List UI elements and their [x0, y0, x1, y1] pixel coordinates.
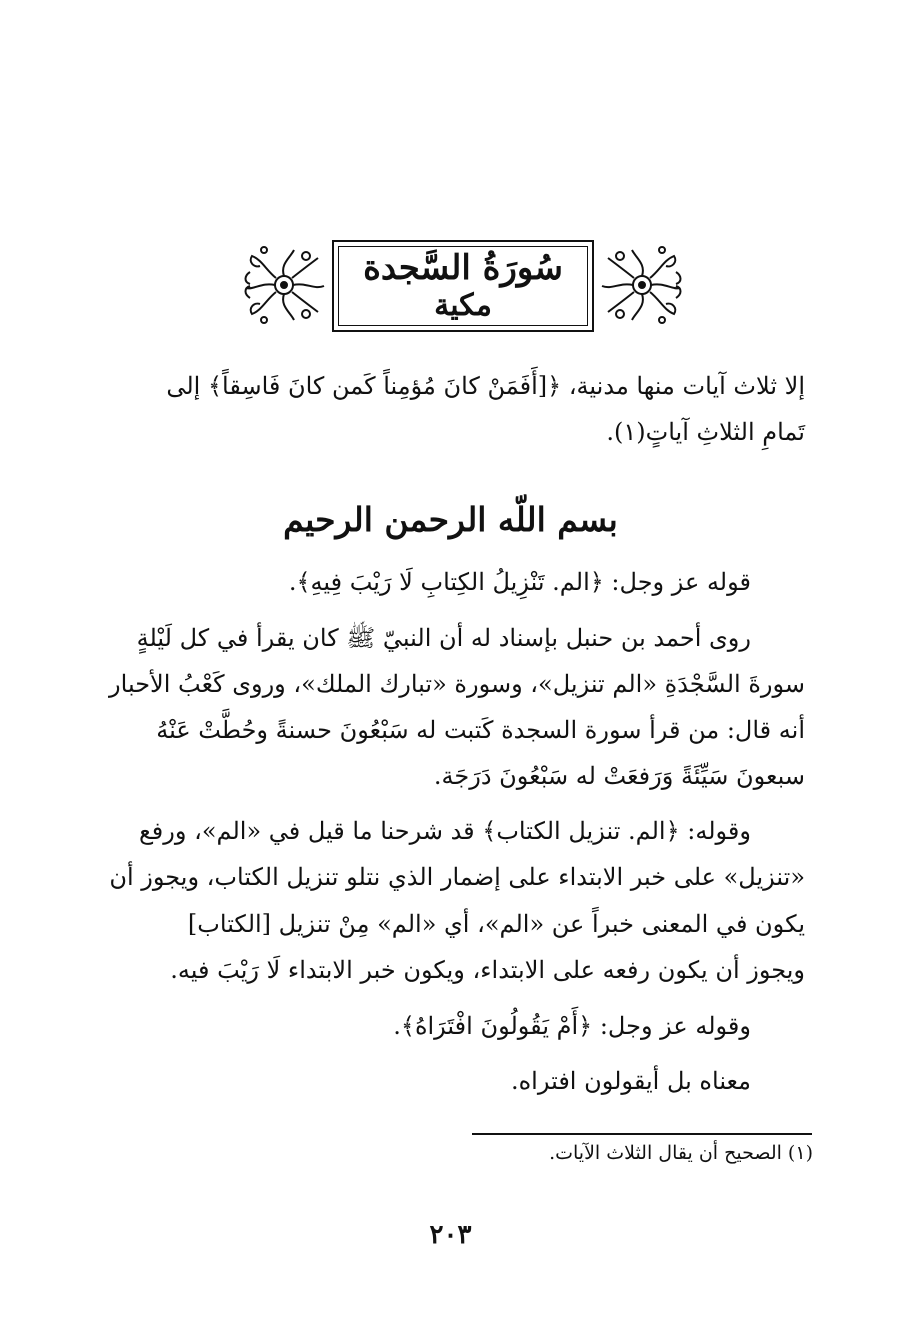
- verse-quote: وقوله عز وجل: ﴿أَمْ يَقُولُونَ افْتَرَاهُ﴾.: [393, 1012, 751, 1040]
- paragraph-line: وقوله: ﴿الم. تنزيل الكتاب﴾ قد شرحنا ما قيل في «الم»، ورفع: [139, 817, 751, 845]
- footnote: (١) الصحيح أن يقال الثلاث الآيات.: [549, 1142, 813, 1164]
- verse-meaning: معناه بل أيقولون افتراه.: [510, 1067, 751, 1095]
- basmala-heading: بسم اللّه الرحمن الرحيم: [283, 500, 618, 539]
- paragraph-line: «تنزيل» على خبر الابتداء على إضمار الذي نتلو تنزيل الكتاب، ويجوز أن: [109, 863, 805, 891]
- surah-title-cartouche: [240, 238, 686, 338]
- footnote-divider: [472, 1133, 812, 1135]
- paragraph-line: سورةَ السَّجْدَةِ «الم تنزيل»، وسورة «تبارك الملك»، وروى كَعْبُ الأحبار: [109, 670, 805, 698]
- intro-line: إلا ثلاث آيات منها مدنية، ﴿[أَفَمَنْ كانَ مُؤمِناً كَمن كانَ فَاسِقاً﴾ إلى: [166, 372, 805, 400]
- intro-line: تَمامِ الثلاثِ آياتٍ(١).: [606, 418, 805, 446]
- paragraph-line: يكون في المعنى خبراً عن «الم»، أي «الم» مِنْ تنزيل [الكتاب]: [187, 910, 805, 938]
- paragraph-line: أنه قال: من قرأ سورة السجدة كَتبت له سَبْعُونَ حسنةً وحُطَّتْ عَنْهُ: [156, 716, 805, 744]
- page-number: ٢٠٣: [429, 1220, 472, 1250]
- paragraph-line: ويجوز أن يكون رفعه على الابتداء، ويكون خبر الابتداء لَا رَيْبَ فيه.: [170, 956, 805, 984]
- surah-subtitle: مكية: [434, 288, 492, 323]
- floral-ornament-icon: [598, 242, 686, 328]
- verse-quote: قوله عز وجل: ﴿الم. تَنْزِيلُ الكِتابِ لَا رَيْبَ فِيهِ﴾.: [288, 568, 751, 596]
- surah-title: سُورَةُ السَّجدة: [363, 248, 563, 288]
- paragraph-line: روى أحمد بن حنبل بإسناد له أن النبيّ ﷺ كان يقرأ في كل لَيْلةٍ: [136, 624, 751, 652]
- paragraph-line: سبعونَ سَيِّئَةً وَرَفعَتْ له سَبْعُونَ دَرَجَة.: [433, 762, 805, 790]
